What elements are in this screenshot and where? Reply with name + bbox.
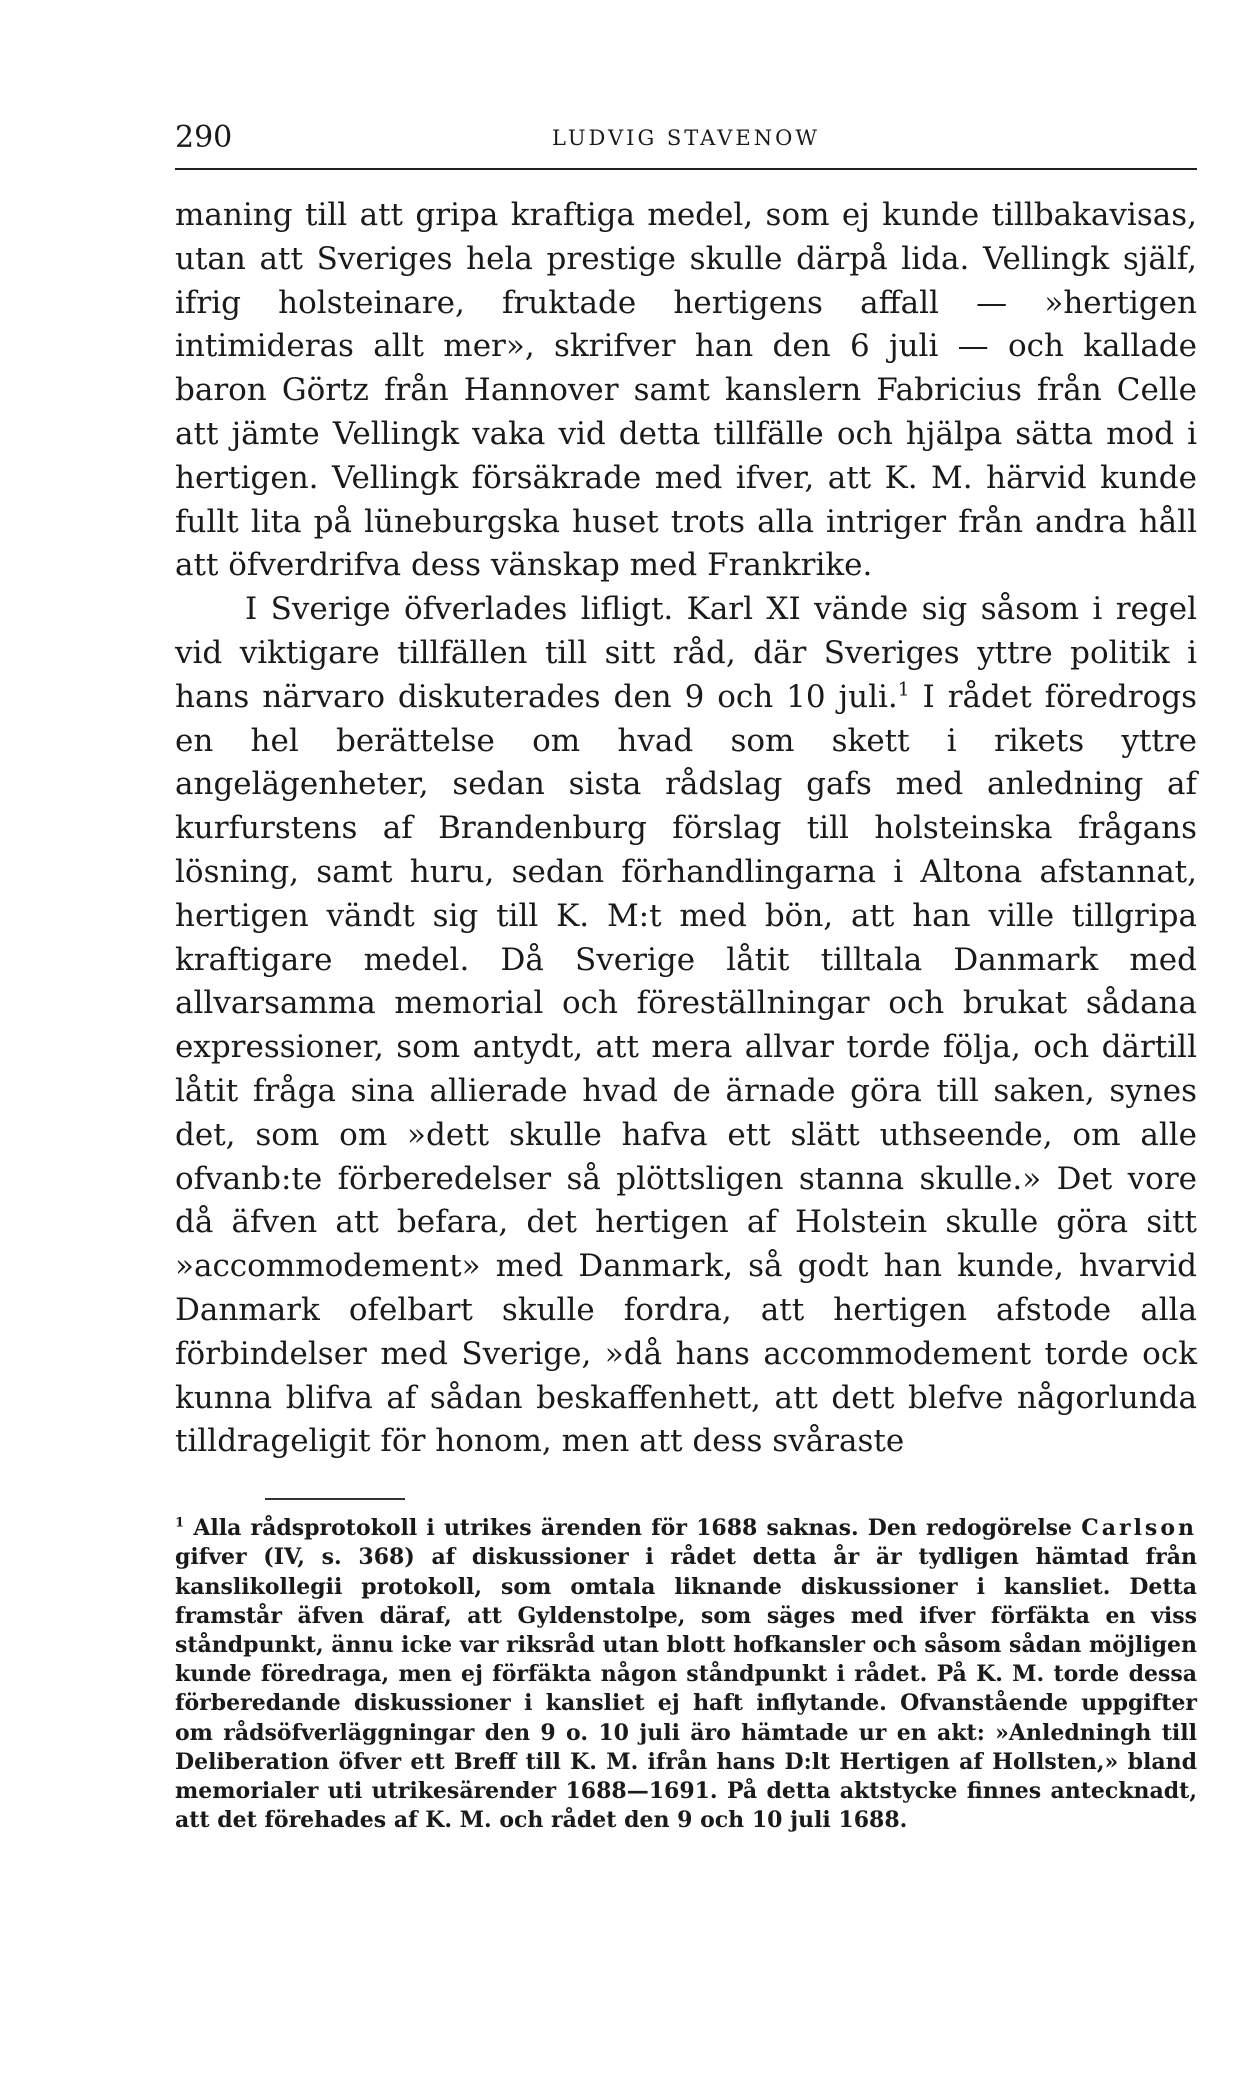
paragraph [175,194,1197,588]
page-header [175,120,1197,170]
footnote [175,1514,1197,1835]
footnotes [175,1514,1197,1835]
page-number: 290 [175,120,233,155]
footnote-divider [265,1498,405,1500]
paragraph [175,588,1197,1464]
body-text [175,194,1197,1464]
paragraph-1-text: maning till att gripa kraftiga medel, som ej kunde tillbakavisas, utan att Sveriges hela prestige skulle därpå lida. Vellingk själf, ifrig holsteinare, fruktade hertigens affall — »hertigen intimideras allt mer», skrifver han den 6 juli — och kallade baron Görtz från Hannover samt kanslern Fabricius från Celle att jämte Vellingk vaka vid detta tillfälle och hjälpa sätta mod i hertigen. Vellingk försäkrade med ifver, att K. M. härvid kunde fullt lita på lüneburgska huset trots alla intriger från andra håll att öfverdrifva dess vänskap med Frankrike. [175,197,1197,584]
footnote-author: Carlson [1081,1515,1197,1542]
running-head: LUDVIG STAVENOW [552,126,820,150]
footnote-reference: 1 [897,679,910,701]
footnote-marker: 1 [175,1515,185,1531]
paragraph-2-text-part-2: I rådet föredrogs en hel berättelse om hvad som skett i rikets yttre angelägenheter, sedan sista rådslag gafs med anledning af kurfurstens af Brandenburg förslag till holsteinska frågans lösning, samt huru, sedan förhandlingarna i Altona afstannat, hertigen vändt sig till K. M:t med bön, att han ville tillgripa kraftigare medel. Då Sverige låtit tilltala Danmark med allvarsamma memorial och föreställningar och brukat sådana expressioner, som antydt, att mera allvar torde följa, och därtill låtit fråga sina allierade hvad de ärnade göra till saken, synes det, som om »dett skulle hafva ett slätt uthseende, om alle ofvanb:te förberedelser så plöttsligen stanna skulle.» Det vore då äfven att befara, det hertigen af Holstein skulle göra sitt »accommodement» med Danmark, så godt han kunde, hvarvid Danmark ofelbart skulle fordra, att hertigen afstode alla förbindelser med Sverige, »då hans accommodement torde ock kunna blifva af sådan beskaffenhett, att dett blefve någorlunda tilldrageligit för honom, men att dess svåraste [175,678,1197,1460]
book-page [175,120,1197,1835]
footnote-text-part-1: Alla rådsprotokoll i utrikes ärenden för 1688 saknas. Den redogörelse [184,1515,1082,1542]
footnote-text-part-2: gifver (IV, s. 368) af diskussioner i rådet detta år är tydligen hämtad från kanslikollegii protokoll, som omtala liknande diskussioner i kansliet. Detta framstår äfven däraf, att Gyldenstolpe, som säges med ifver förfäkta en viss ståndpunkt, ännu icke var riksråd utan blott hofkansler och såsom sådan möjligen kunde föredraga, men ej förfäkta någon ståndpunkt i rådet. På K. M. torde dessa förberedande diskussioner i kansliet ej haft inflytande. Ofvanstående uppgifter om rådsöfverläggningar den 9 o. 10 juli äro hämtade ur en akt: »Anledningh till Deliberation öfver ett Breff till K. M. ifrån hans D:lt Hertigen af Hollsten,» bland memorialer uti utrikesärender 1688—1691. På detta aktstycke finnes antecknadt, att det förehades af K. M. och rådet den 9 och 10 juli 1688. [175,1544,1197,1834]
paragraph-2-text-part-1: I Sverige öfverlades lifligt. Karl XI vände sig såsom i regel vid viktigare tillfällen till sitt råd, där Sveriges yttre politik i hans närvaro diskuterades den 9 och 10 juli. [175,591,1197,715]
